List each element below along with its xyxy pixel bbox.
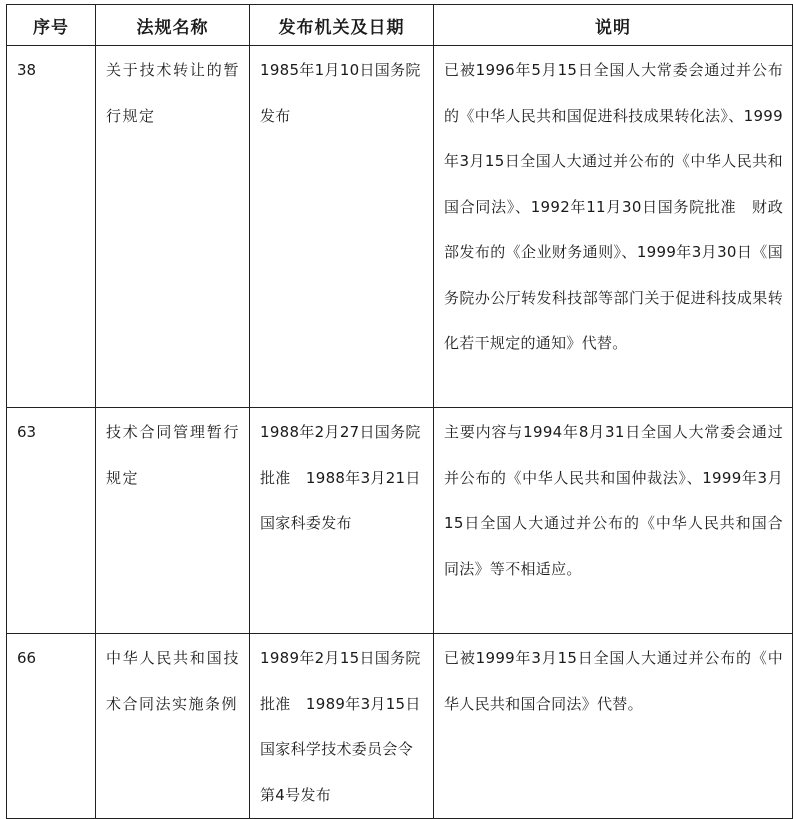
- table-row: [7, 634, 793, 819]
- publisher-text: 1989年2月15日国务院批准 1989年3月15日国家科学技术委员会令第4号发布: [260, 649, 421, 804]
- seq-text: 63: [17, 423, 37, 441]
- cell-name: [96, 46, 250, 408]
- header-seq: 序号: [7, 5, 96, 46]
- note-text: 主要内容与1994年8月31日全国人大常委会通过并公布的《中华人民共和国仲裁法》、1999年3月15日全国人大通过并公布的《中华人民共和国合同法》等不相适应。: [444, 423, 783, 578]
- name-text: 中华人民共和国技术合同法实施条例: [106, 649, 240, 713]
- name-text: 关于技术转让的暂行规定: [106, 61, 240, 125]
- cell-seq: [7, 634, 96, 819]
- seq-text: 66: [17, 649, 37, 667]
- header-note: 说明: [434, 5, 793, 46]
- publisher-text: 1985年1月10日国务院发布: [260, 61, 421, 125]
- cell-publisher: [250, 46, 434, 408]
- table-row: [7, 408, 793, 634]
- regulations-table: [6, 4, 793, 819]
- header-publisher: 发布机关及日期: [250, 5, 434, 46]
- cell-publisher: [250, 634, 434, 819]
- note-text: 已被1996年5月15日全国人大常委会通过并公布的《中华人民共和国促进科技成果转化法》、1999年3月15日全国人大通过并公布的《中华人民共和国合同法》、1992年11月30日国务院批准 财政部发布的《企业财务通则》、1999年3月30日《国务院办公厅转发科技部等部门关于促进科技成果转化若干规定的通知》代替。: [444, 61, 783, 352]
- cell-note: [434, 408, 793, 634]
- table-row: [7, 46, 793, 408]
- cell-note: [434, 46, 793, 408]
- cell-seq: [7, 408, 96, 634]
- table-header-row: [7, 5, 793, 46]
- cell-note: [434, 634, 793, 819]
- cell-name: [96, 634, 250, 819]
- cell-name: [96, 408, 250, 634]
- cell-seq: [7, 46, 96, 408]
- header-name: 法规名称: [96, 5, 250, 46]
- cell-publisher: [250, 408, 434, 634]
- name-text: 技术合同管理暂行规定: [106, 423, 240, 487]
- seq-text: 38: [17, 61, 37, 79]
- publisher-text: 1988年2月27日国务院批准 1988年3月21日国家科委发布: [260, 423, 421, 532]
- note-text: 已被1999年3月15日全国人大通过并公布的《中华人民共和国合同法》代替。: [444, 649, 783, 713]
